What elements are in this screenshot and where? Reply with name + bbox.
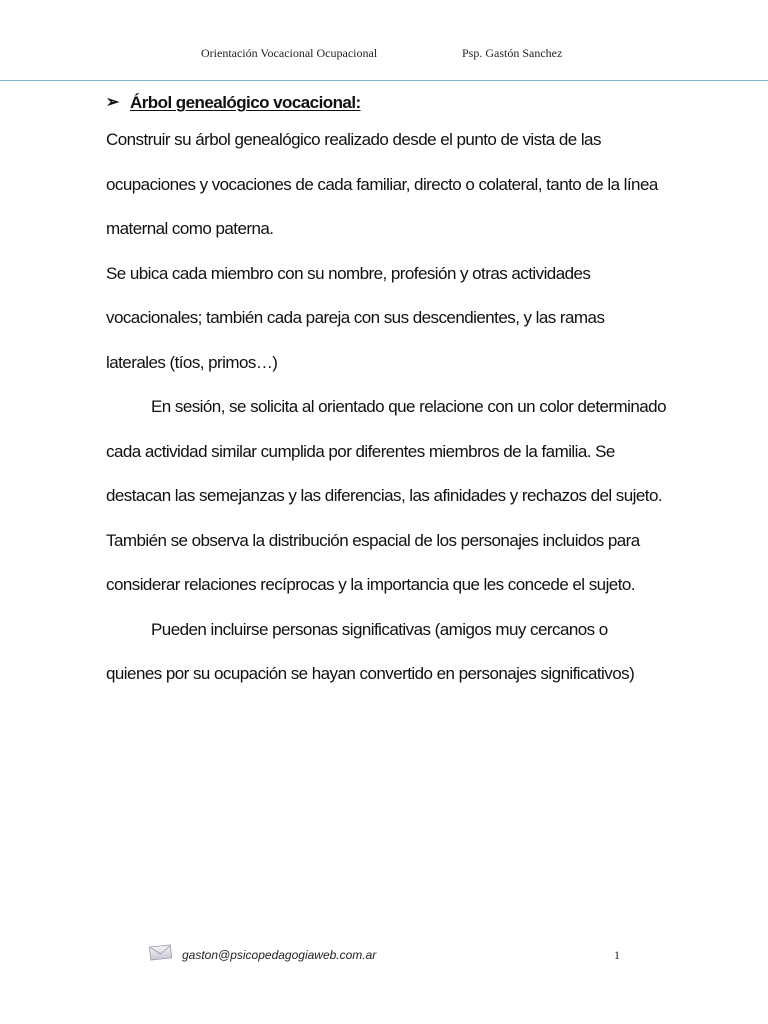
paragraph-session: En sesión, se solicita al orientado que relacione con un color determinado cada actividad similar cumplida por diferentes miembros de la familia. Se destacan las semejanzas y las diferencias, las afinidades y rechazos del sujeto. También se observa la distribución espacial de los personajes incluidos para considerar relaciones recíprocas y la importancia que les concede el sujeto. [106, 397, 666, 594]
paragraph-construction: Construir su árbol genealógico realizado desde el punto de vista de las ocupaciones y vocaciones de cada familiar, directo o colateral, tanto de la línea maternal como paterna. [106, 130, 658, 238]
footer-email-link[interactable]: gaston@psicopedagogiaweb.com.ar [182, 948, 377, 962]
page-header [0, 44, 768, 62]
header-divider [0, 80, 768, 81]
header-author: Psp. Gastón Sanchez [462, 46, 563, 60]
section-heading [106, 88, 666, 118]
section-title: Árbol genealógico vocacional: [130, 93, 361, 112]
page-number: 1 [614, 948, 620, 962]
paragraph-members: Se ubica cada miembro con su nombre, profesión y otras actividades vocacionales; también cada pareja con sus descendientes, y las ramas laterales (tíos, primos…) [106, 263, 605, 372]
envelope-icon [149, 943, 173, 961]
document-body [106, 88, 666, 697]
paragraph-significant-people: Pueden incluirse personas significativas (amigos muy cercanos o quienes por su ocupación se hayan convertido en personajes significativos) [106, 619, 635, 683]
page-footer [0, 941, 768, 971]
header-document-title: Orientación Vocacional Ocupacional [201, 46, 378, 60]
arrow-bullet-icon: ➢ [106, 94, 119, 111]
